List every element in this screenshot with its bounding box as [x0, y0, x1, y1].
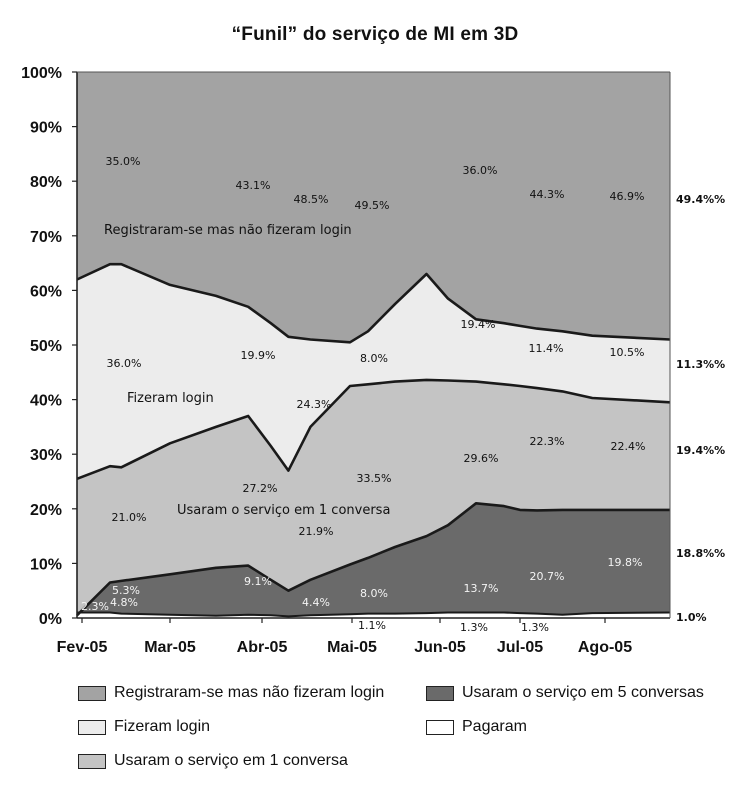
- data-label-registraram: 43.1%: [235, 179, 271, 192]
- data-label-uma-conversa: 22.4%: [610, 440, 646, 453]
- right-label: 1.0%: [676, 611, 707, 624]
- data-label-registraram: 35.0%: [105, 155, 141, 168]
- y-tick-label: 60%: [29, 283, 62, 301]
- data-label-cinco-conversas: 19.8%: [607, 556, 643, 569]
- data-label-registraram: 36.0%: [462, 164, 498, 177]
- data-label-registraram: 48.5%: [293, 193, 329, 206]
- area-label: Fizeram login: [127, 391, 214, 406]
- y-tick-label: 70%: [29, 228, 62, 246]
- data-label-fizeram-login: 19.9%: [240, 349, 276, 362]
- data-label-fizeram-login: 24.3%: [296, 398, 332, 411]
- chart-title: “Funil” do serviço de MI em 3D: [231, 24, 519, 45]
- data-label-fizeram-login: 8.0%: [360, 352, 388, 365]
- data-label-cinco-conversas: 9.1%: [244, 575, 272, 588]
- x-tick-label: Ago-05: [577, 639, 633, 656]
- x-tick-label: Fev-05: [56, 639, 108, 656]
- data-label-uma-conversa: 27.2%: [242, 482, 278, 495]
- data-label-pagaram: 1.3%: [460, 621, 488, 634]
- x-tick-label: Abr-05: [236, 639, 288, 656]
- legend-swatch: [426, 686, 454, 701]
- y-tick-label: 50%: [29, 338, 62, 355]
- legend-item: [426, 684, 704, 702]
- legend-label: Registraram-se mas não fizeram login: [114, 684, 385, 701]
- legend-label: Pagaram: [462, 718, 527, 735]
- data-label-fizeram-login: 19.4%: [460, 318, 496, 331]
- x-tick-label: Mai-05: [327, 639, 377, 656]
- data-label-registraram: 49.5%: [354, 199, 390, 212]
- data-label-uma-conversa: 22.3%: [529, 435, 565, 448]
- x-tick-label: Jun-05: [414, 639, 466, 656]
- y-tick-label: 40%: [29, 392, 62, 410]
- y-tick-label: 30%: [29, 447, 62, 465]
- legend-swatch: [78, 754, 106, 769]
- y-tick-label: 0%: [38, 611, 62, 628]
- right-label: 19.4%%: [676, 444, 726, 457]
- legend-swatch: [78, 686, 106, 701]
- right-label: 18.8%%: [676, 547, 726, 560]
- legend-item: [426, 718, 527, 736]
- area-label: Usaram o serviço em 1 conversa: [177, 503, 391, 518]
- y-tick-label: 80%: [29, 174, 62, 192]
- area-label: Registraram-se mas não fizeram login: [104, 223, 352, 238]
- legend-label: Usaram o serviço em 5 conversas: [462, 684, 704, 701]
- right-label: 11.3%%: [676, 358, 726, 371]
- y-tick-label: 90%: [29, 119, 62, 137]
- data-label-cinco-conversas: 4.4%: [302, 596, 330, 609]
- x-tick-label: Jul-05: [496, 639, 544, 656]
- data-label-fizeram-login: 36.0%: [106, 357, 142, 370]
- legend-item: [78, 752, 348, 770]
- legend-swatch: [426, 720, 454, 735]
- y-tick-label: 10%: [29, 556, 62, 574]
- legend-item: [78, 684, 384, 702]
- data-label-uma-conversa: 33.5%: [356, 472, 392, 485]
- data-label-cinco-conversas: 8.0%: [360, 587, 388, 600]
- y-tick-label: 20%: [29, 501, 62, 519]
- y-tick-label: 100%: [21, 65, 62, 82]
- legend-item: [78, 718, 210, 736]
- data-label-pagaram: 1.3%: [521, 621, 549, 634]
- data-label-fizeram-login: 10.5%: [609, 346, 645, 359]
- data-label-uma-conversa: 21.9%: [298, 525, 334, 538]
- data-label-uma-conversa: 21.0%: [111, 511, 147, 524]
- legend-swatch: [78, 720, 106, 735]
- data-label-registraram: 44.3%: [529, 188, 565, 201]
- data-label-pagaram: 1.1%: [358, 619, 386, 632]
- data-label-cinco-conversas: 4.8%: [110, 596, 138, 609]
- data-label-cinco-conversas: 13.7%: [463, 582, 499, 595]
- data-label-registraram: 46.9%: [609, 190, 645, 203]
- data-label-uma-conversa: 29.6%: [463, 452, 499, 465]
- data-label-cinco-conversas: 2.3%: [81, 600, 109, 613]
- right-label: 49.4%%: [676, 193, 726, 206]
- data-label-fizeram-login: 11.4%: [528, 342, 564, 355]
- data-label-cinco-conversas: 20.7%: [529, 570, 565, 583]
- x-tick-label: Mar-05: [144, 639, 196, 656]
- legend-label: Usaram o serviço em 1 conversa: [114, 752, 348, 769]
- legend-label: Fizeram login: [114, 718, 211, 735]
- data-label-cinco-conversas: 5.3%: [112, 584, 140, 597]
